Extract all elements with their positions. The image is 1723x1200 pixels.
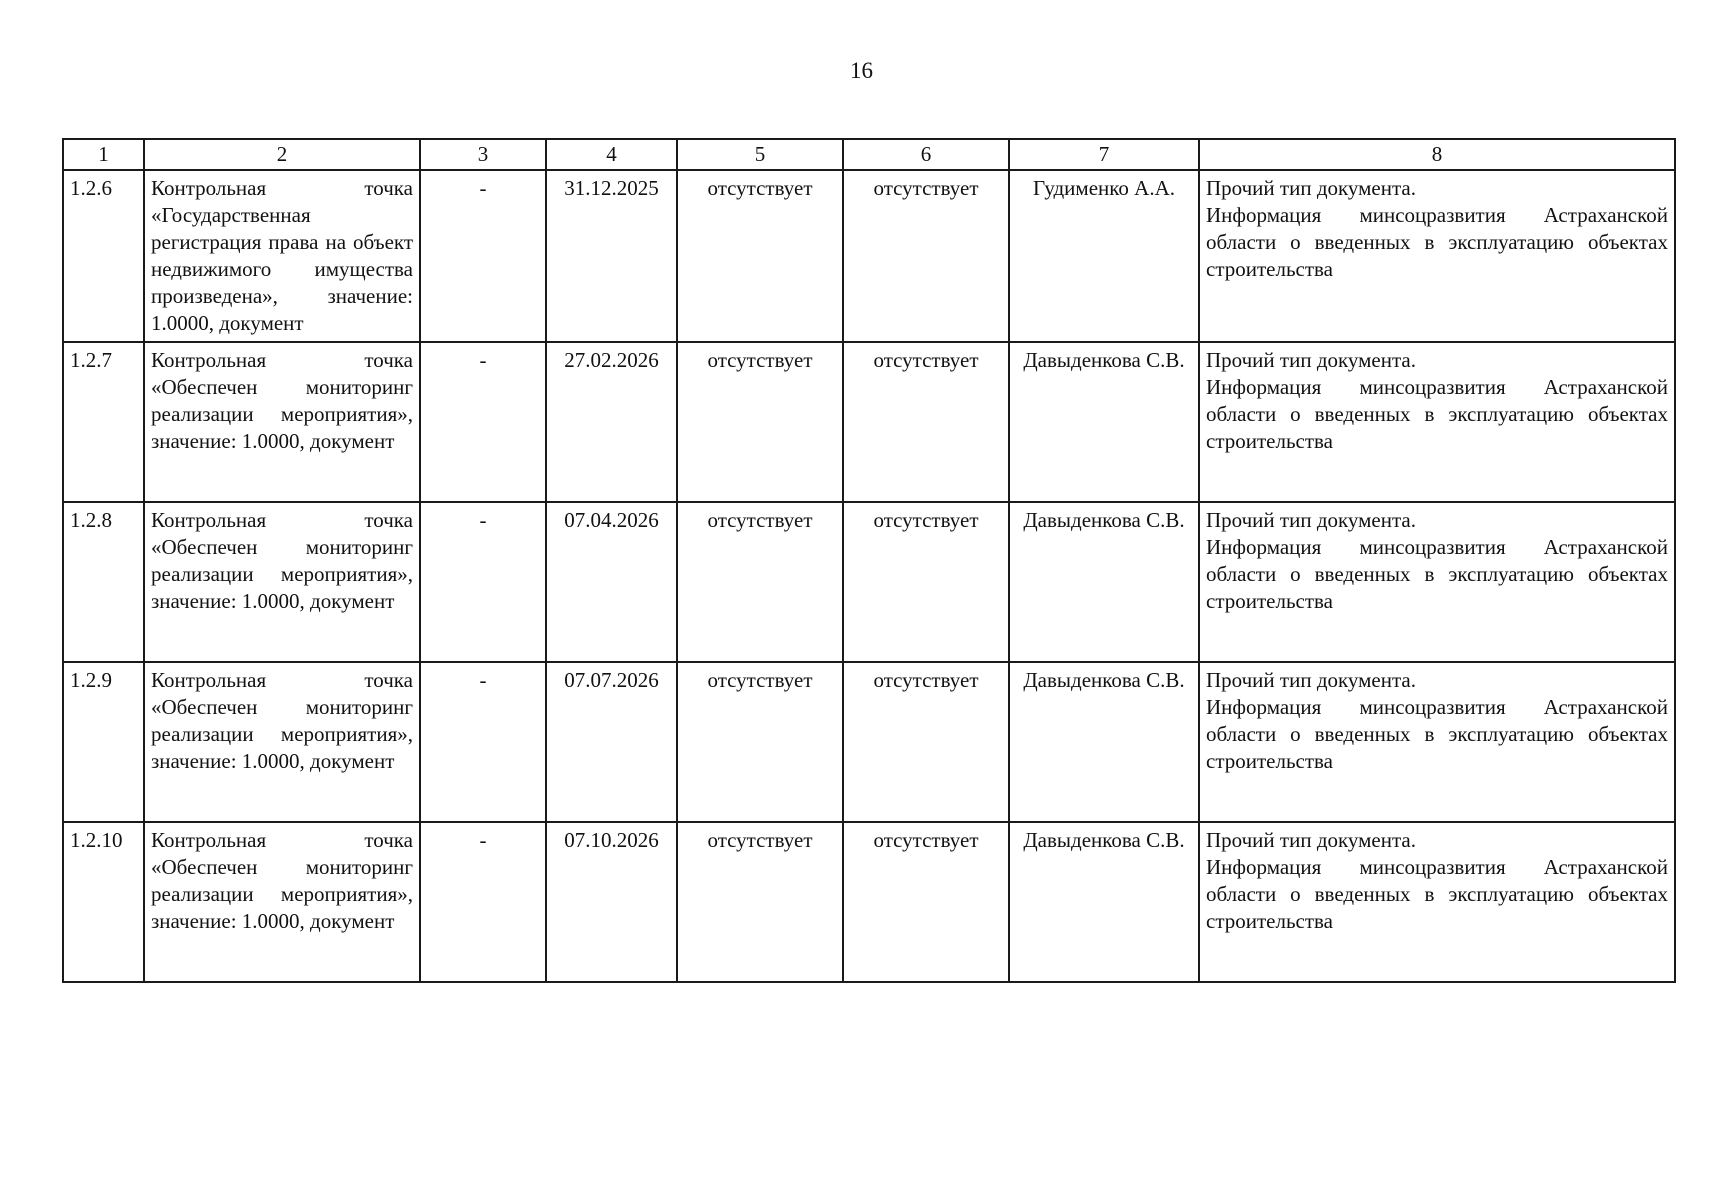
document-cell	[1199, 822, 1675, 982]
col5-value: отсутствует	[677, 502, 843, 662]
col6-value: отсутствует	[843, 502, 1009, 662]
header-col-8: 8	[1199, 139, 1675, 170]
col5-value: отсутствует	[677, 342, 843, 502]
document-cell	[1199, 662, 1675, 822]
col3-value: -	[420, 170, 546, 342]
table-body	[63, 170, 1675, 982]
table-row	[63, 342, 1675, 502]
due-date: 07.07.2026	[546, 662, 677, 822]
responsible-person: Давыденкова С.В.	[1009, 662, 1199, 822]
table-row	[63, 170, 1675, 342]
header-row	[63, 139, 1675, 170]
document-type: Прочий тип документа.	[1206, 176, 1416, 200]
responsible-person: Давыденкова С.В.	[1009, 822, 1199, 982]
document-info: Информация минсоцразвития Астраханской области о введенных в эксплуатацию объектах строительства	[1206, 855, 1668, 933]
due-date: 27.02.2026	[546, 342, 677, 502]
responsible-person: Давыденкова С.В.	[1009, 342, 1199, 502]
document-cell	[1199, 502, 1675, 662]
document-type: Прочий тип документа.	[1206, 668, 1416, 692]
document-info: Информация минсоцразвития Астраханской области о введенных в эксплуатацию объектах строительства	[1206, 203, 1668, 281]
document-info: Информация минсоцразвития Астраханской области о введенных в эксплуатацию объектах строительства	[1206, 535, 1668, 613]
header-col-3: 3	[420, 139, 546, 170]
row-number: 1.2.10	[63, 822, 144, 982]
document-cell	[1199, 170, 1675, 342]
document-type: Прочий тип документа.	[1206, 348, 1416, 372]
due-date: 07.10.2026	[546, 822, 677, 982]
header-col-7: 7	[1009, 139, 1199, 170]
row-number: 1.2.7	[63, 342, 144, 502]
page-number: 16	[850, 58, 873, 83]
due-date: 07.04.2026	[546, 502, 677, 662]
col6-value: отсутствует	[843, 662, 1009, 822]
col3-value: -	[420, 822, 546, 982]
document-type: Прочий тип документа.	[1206, 508, 1416, 532]
col6-value: отсутствует	[843, 170, 1009, 342]
control-point-name: Контрольная точка «Обеспечен мониторинг реализации мероприятия», значение: 1.0000, документ	[144, 502, 420, 662]
table-header	[63, 139, 1675, 170]
control-point-name: Контрольная точка «Обеспечен мониторинг реализации мероприятия», значение: 1.0000, документ	[144, 822, 420, 982]
col5-value: отсутствует	[677, 170, 843, 342]
col3-value: -	[420, 662, 546, 822]
responsible-person: Гудименко А.А.	[1009, 170, 1199, 342]
document-type: Прочий тип документа.	[1206, 828, 1416, 852]
col5-value: отсутствует	[677, 662, 843, 822]
table-row	[63, 662, 1675, 822]
control-points-table	[62, 138, 1676, 983]
col6-value: отсутствует	[843, 342, 1009, 502]
due-date: 31.12.2025	[546, 170, 677, 342]
responsible-person: Давыденкова С.В.	[1009, 502, 1199, 662]
col3-value: -	[420, 342, 546, 502]
row-number: 1.2.6	[63, 170, 144, 342]
control-point-name: Контрольная точка «Обеспечен мониторинг реализации мероприятия», значение: 1.0000, документ	[144, 662, 420, 822]
control-point-name: Контрольная точка «Обеспечен мониторинг реализации мероприятия», значение: 1.0000, документ	[144, 342, 420, 502]
table-row	[63, 502, 1675, 662]
document-info: Информация минсоцразвития Астраханской области о введенных в эксплуатацию объектах строительства	[1206, 695, 1668, 773]
col3-value: -	[420, 502, 546, 662]
header-col-1: 1	[63, 139, 144, 170]
document-cell	[1199, 342, 1675, 502]
document-info: Информация минсоцразвития Астраханской области о введенных в эксплуатацию объектах строительства	[1206, 375, 1668, 453]
control-point-name: Контрольная точка «Государственная регистрация права на объект недвижимого имущества произведена», значение: 1.0000, документ	[144, 170, 420, 342]
header-col-2: 2	[144, 139, 420, 170]
header-col-6: 6	[843, 139, 1009, 170]
col6-value: отсутствует	[843, 822, 1009, 982]
col5-value: отсутствует	[677, 822, 843, 982]
header-col-5: 5	[677, 139, 843, 170]
row-number: 1.2.8	[63, 502, 144, 662]
table-row	[63, 822, 1675, 982]
header-col-4: 4	[546, 139, 677, 170]
row-number: 1.2.9	[63, 662, 144, 822]
